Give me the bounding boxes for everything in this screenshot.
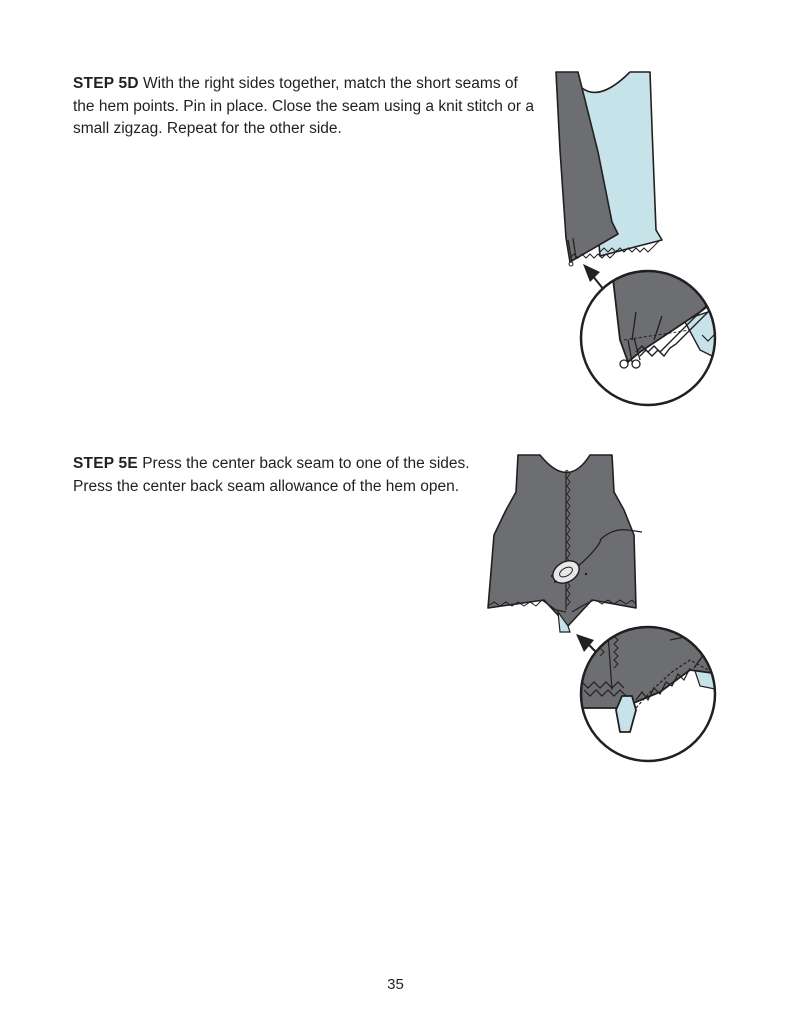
step-5d-label: STEP 5D: [73, 75, 139, 92]
page-number: 35: [387, 976, 404, 993]
step-5e-body: Press the center back seam to one of the sides. Press the center back seam allowance of the hem open.: [73, 455, 470, 495]
step-5d-body: With the right sides together, match the short seams of the hem points. Pin in place. Close the seam using a knit stitch or a small zigzag. Repeat for the other side.: [73, 75, 534, 137]
step-5e-label: STEP 5E: [73, 455, 138, 472]
